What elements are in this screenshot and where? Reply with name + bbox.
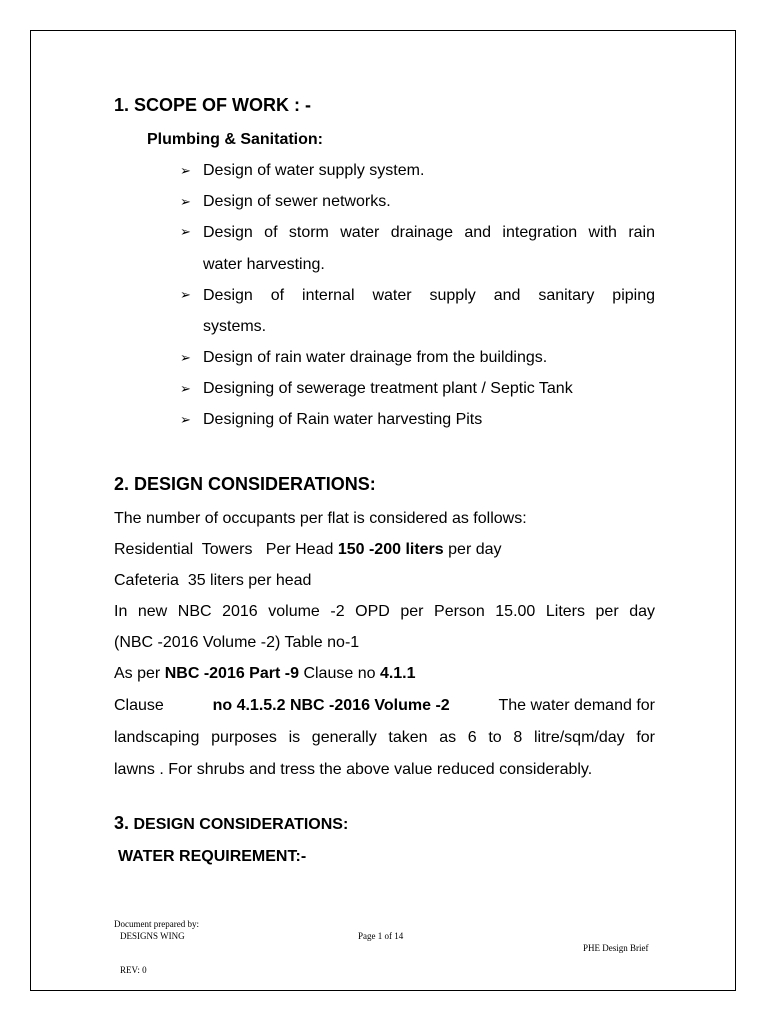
list-item: ➢ Design of sewer networks. — [180, 193, 391, 210]
list-item: ➢ Design of storm water drainage and integration with rain — [180, 224, 655, 241]
arrow-bullet-icon: ➢ — [180, 287, 191, 302]
cafeteria-line: Cafeteria 35 liters per head — [114, 572, 312, 589]
arrow-bullet-icon: ➢ — [180, 412, 191, 427]
footer-page-number: Page 1 of 14 — [358, 931, 404, 941]
arrow-bullet-icon: ➢ — [180, 381, 191, 396]
list-item: ➢ Design of water supply system. — [180, 162, 425, 179]
occupants-intro: The number of occupants per flat is considered as follows: — [114, 510, 527, 527]
arrow-bullet-icon: ➢ — [180, 224, 191, 239]
list-item-continuation: systems. — [203, 318, 267, 335]
footer-doc-title: PHE Design Brief — [583, 943, 649, 953]
list-item: ➢ Designing of sewerage treatment plant / Septic Tank — [180, 380, 573, 397]
as-per-line: As per NBC -2016 Part -9 Clause no 4.1.1 — [114, 665, 416, 682]
nbc-table-ref: (NBC -2016 Volume -2) Table no-1 — [114, 634, 360, 651]
footer-revision: REV: 0 — [120, 965, 147, 975]
residential-line: Residential Towers Per Head 150 -200 liters per day — [114, 541, 502, 558]
section1-heading: 1. SCOPE OF WORK : - — [114, 95, 312, 115]
clause-line-2: landscaping purposes is generally taken as 6 to 8 litre/sqm/day for — [114, 729, 655, 746]
nbc-line: In new NBC 2016 volume -2 OPD per Person 15.00 Liters per day — [114, 603, 655, 620]
arrow-bullet-icon: ➢ — [180, 350, 191, 365]
footer-prepared-by: Document prepared by: — [114, 919, 199, 929]
section2-heading: 2. DESIGN CONSIDERATIONS: — [114, 474, 376, 494]
list-item: ➢ Design of internal water supply and sanitary piping — [180, 287, 655, 304]
list-item: ➢ Designing of Rain water harvesting Pits — [180, 411, 483, 428]
footer-wing: DESIGNS WING — [120, 931, 185, 941]
arrow-bullet-icon: ➢ — [180, 194, 191, 209]
section3-heading: 3. DESIGN CONSIDERATIONS: — [114, 813, 349, 833]
clause-line-3: lawns . For shrubs and tress the above value reduced considerably. — [114, 761, 593, 778]
clause-line-1: Clause no 4.1.5.2 NBC -2016 Volume -2 The water demand for — [114, 697, 655, 714]
list-item-continuation: water harvesting. — [203, 256, 325, 273]
list-item: ➢ Design of rain water drainage from the buildings. — [180, 349, 548, 366]
section3-subheading: WATER REQUIREMENT:- — [118, 848, 307, 865]
arrow-bullet-icon: ➢ — [180, 163, 191, 178]
section1-subheading: Plumbing & Sanitation: — [147, 131, 323, 148]
